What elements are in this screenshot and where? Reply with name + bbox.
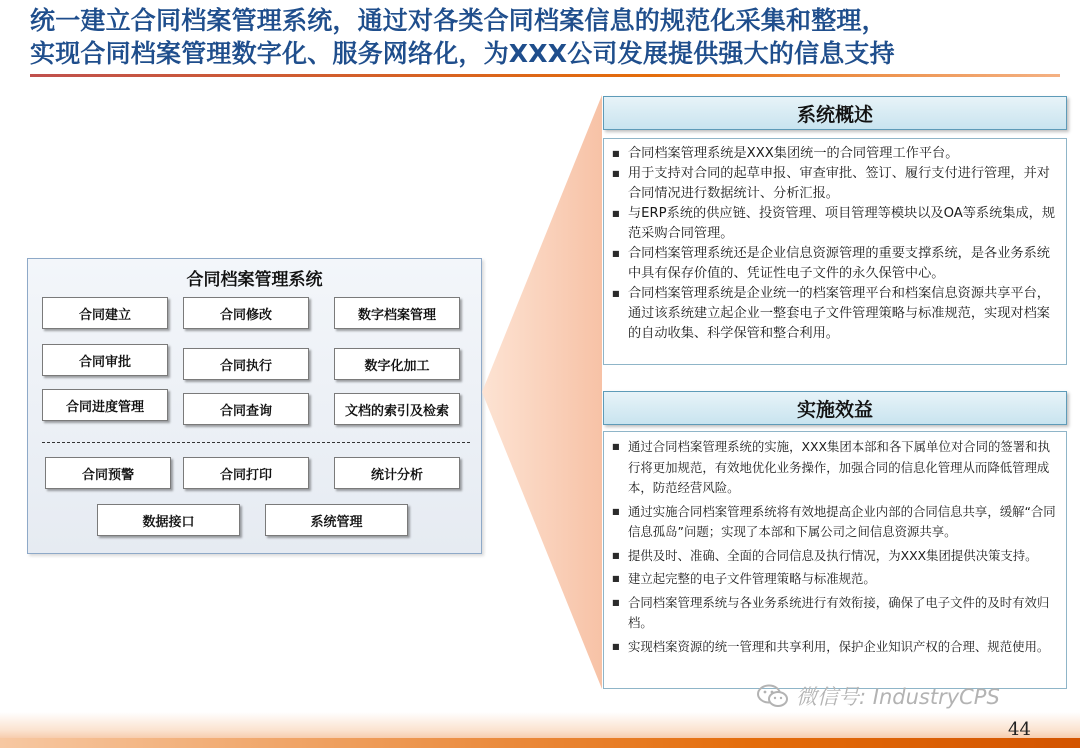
- module-contract-approval[interactable]: 合同审批: [42, 344, 168, 376]
- slide-headline: [30, 4, 1060, 70]
- wechat-watermark: [756, 681, 1000, 711]
- headline-line-2: 实现合同档案管理数字化、服务网络化，为XXX公司发展提供强大的信息支持: [30, 39, 895, 68]
- module-sys-admin[interactable]: 系统管理: [265, 504, 408, 536]
- system-modules-panel: [27, 258, 482, 554]
- overview-body: [603, 138, 1067, 365]
- module-stats[interactable]: 统计分析: [334, 457, 460, 489]
- page-number: 44: [1008, 719, 1031, 740]
- benefit-item: ■ 合同档案管理系统与各业务系统进行有效衔接，确保了电子文件的及时有效归档。: [610, 593, 1056, 634]
- module-digital-archive[interactable]: 数字档案管理: [334, 297, 460, 329]
- benefit-item: ■ 提供及时、准确、全面的合同信息及执行情况，为XXX集团提供决策支持。: [610, 546, 1056, 567]
- benefit-item: ■ 实现档案资源的统一管理和共享利用，保护企业知识产权的合理、规范使用。: [610, 637, 1056, 658]
- overview-header: 系统概述: [603, 96, 1067, 130]
- wechat-icon: [756, 684, 790, 708]
- module-contract-create[interactable]: 合同建立: [42, 297, 168, 329]
- module-digitization[interactable]: 数字化加工: [334, 348, 460, 380]
- benefits-header: 实施效益: [603, 391, 1067, 425]
- overview-item: ■ 与ERP系统的供应链、投资管理、项目管理等模块以及OA等系统集成，规范采购合同管理。: [610, 204, 1056, 244]
- system-title: 合同档案管理系统: [186, 270, 323, 290]
- footer-accent: [0, 738, 1080, 748]
- overview-item: ■ 用于支持对合同的起草申报、审查审批、签订、履行支付进行管理，并对合同情况进行数据统计、分析汇报。: [610, 164, 1056, 204]
- benefit-item: ■ 建立起完整的电子文件管理策略与标准规范。: [610, 569, 1056, 590]
- module-divider: [42, 442, 470, 443]
- headline-divider: [30, 74, 1060, 77]
- overview-item: ■ 合同档案管理系统是XXX集团统一的合同管理工作平台。: [610, 144, 1056, 164]
- overview-item: ■ 合同档案管理系统还是企业信息资源管理的重要支撑系统，是各业务系统中具有保存价值的、凭证性电子文件的永久保管中心。: [610, 244, 1056, 284]
- benefit-item: ■ 通过合同档案管理系统的实施，XXX集团本部和各下属单位对合同的签署和执行将更加规范，有效地优化业务操作，加强合同的信息化管理从而降低管理成本，防范经营风险。: [610, 437, 1056, 499]
- connector-wedge: [482, 95, 602, 689]
- module-data-interface[interactable]: 数据接口: [97, 504, 240, 536]
- module-warning[interactable]: 合同预警: [45, 457, 171, 489]
- module-contract-execute[interactable]: 合同执行: [183, 348, 309, 380]
- watermark-text: 微信号: IndustryCPS: [796, 685, 1000, 709]
- module-doc-index[interactable]: 文档的索引及检索: [334, 393, 460, 425]
- module-print[interactable]: 合同打印: [183, 457, 309, 489]
- benefit-item: ■ 通过实施合同档案管理系统将有效地提高企业内部的合同信息共享，缓解“合同信息孤岛”问题；实现了本部和下属公司之间信息资源共享。: [610, 502, 1056, 543]
- benefits-body: [603, 431, 1067, 689]
- module-contract-modify[interactable]: 合同修改: [183, 297, 309, 329]
- overview-item: ■ 合同档案管理系统是企业统一的档案管理平台和档案信息资源共享平台，通过该系统建立起企业一整套电子文件管理策略与标准规范，实现对档案的自动收集、科学保管和整合利用。: [610, 284, 1056, 344]
- module-progress[interactable]: 合同进度管理: [42, 389, 168, 421]
- headline-line-1: 统一建立合同档案管理系统，通过对各类合同档案信息的规范化采集和整理，: [30, 6, 887, 35]
- module-query[interactable]: 合同查询: [183, 393, 309, 425]
